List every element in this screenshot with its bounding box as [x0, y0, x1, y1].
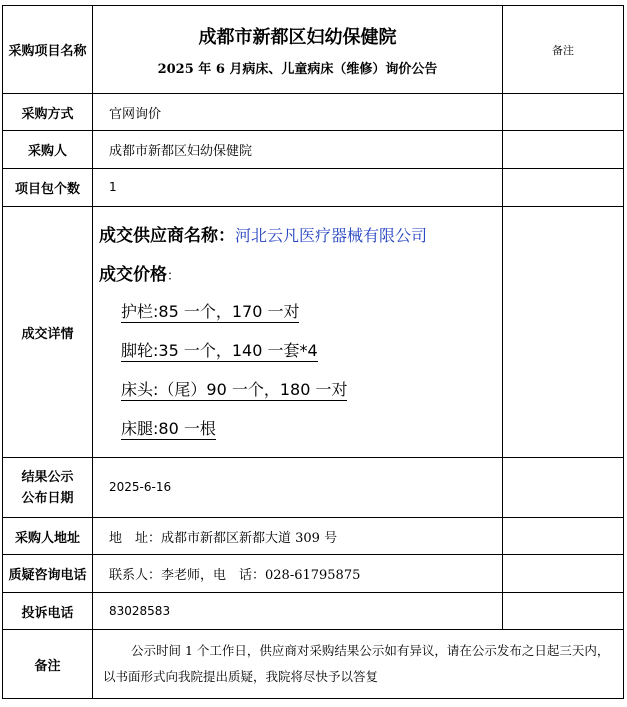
- package-count-row: [3, 169, 624, 207]
- remarks-row: [3, 630, 624, 699]
- title-row: [3, 6, 624, 94]
- price-colon: ：: [167, 269, 181, 284]
- inquiry-phone-label: 质疑咨询电话: [3, 555, 93, 593]
- address-row: [3, 518, 624, 555]
- purchaser-remarks-cell: [503, 131, 624, 169]
- price-item-text: 床腿:80 一根: [121, 419, 216, 438]
- purchaser-row: [3, 131, 624, 169]
- project-name-label: 采购项目名称: [3, 6, 93, 94]
- price-item: [121, 338, 502, 361]
- price-item: [121, 377, 502, 400]
- details-row: [3, 207, 624, 458]
- project-title-cell: [93, 6, 503, 94]
- package-count-number: 1: [109, 180, 117, 194]
- package-count-value: [93, 169, 503, 207]
- result-date-row: [3, 458, 624, 518]
- inquiry-phone-value: 联系人：李老师，电 话：028-61795875: [93, 555, 503, 593]
- complaint-phone-number: 83028583: [109, 603, 171, 618]
- package-count-label: 项目包个数: [3, 169, 93, 207]
- result-date-label-line1: 结果公示: [21, 469, 74, 485]
- price-item-text: 脚轮:35 一个，140 一套*4: [121, 341, 318, 360]
- result-date-text: 2025-6-16: [109, 480, 172, 494]
- price-heading: [99, 260, 502, 285]
- details-remarks-cell: [503, 207, 624, 458]
- complaint-phone-value: [93, 593, 503, 630]
- price-item: [121, 299, 502, 322]
- inquiry-phone-remarks-cell: [503, 555, 624, 593]
- remarks-content: [93, 630, 624, 699]
- price-label: 成交价格: [99, 265, 167, 285]
- method-value: 官网询价: [93, 94, 503, 131]
- details-content: [93, 207, 503, 458]
- result-date-label-line2: 公布日期: [21, 490, 74, 506]
- price-item: [121, 416, 502, 439]
- page-title: 成都市新都区妇幼保健院: [198, 26, 397, 48]
- procurement-announcement-table: [2, 5, 624, 699]
- price-item-text: 护栏:85 一个，170 一对: [121, 302, 300, 321]
- inquiry-phone-row: [3, 555, 624, 593]
- package-count-remarks-cell: [503, 169, 624, 207]
- result-date-value: [93, 458, 503, 518]
- price-item-text: 床头:（尾）90 一个，180 一对: [121, 380, 348, 399]
- supplier-label: 成交供应商名称：: [99, 226, 235, 246]
- page-subtitle: 2025 年 6 月病床、儿童病床（维修）询价公告: [157, 61, 438, 77]
- supplier-name: 河北云凡医疗器械有限公司: [235, 226, 428, 245]
- method-row: [3, 94, 624, 131]
- result-date-label: [3, 458, 93, 518]
- complaint-phone-row: [3, 593, 624, 630]
- supplier-line: [99, 221, 502, 246]
- purchaser-value: 成都市新都区妇幼保健院: [93, 131, 503, 169]
- address-value: 地 址：成都市新都区新都大道 309 号: [93, 518, 503, 555]
- address-remarks-cell: [503, 518, 624, 555]
- method-label: 采购方式: [3, 94, 93, 131]
- result-date-remarks-cell: [503, 458, 624, 518]
- complaint-phone-remarks-cell: [503, 593, 624, 630]
- remarks-column-header: 备注: [503, 6, 624, 94]
- complaint-phone-label: 投诉电话: [3, 593, 93, 630]
- method-remarks-cell: [503, 94, 624, 131]
- remarks-label: 备注: [3, 630, 93, 699]
- address-label: 采购人地址: [3, 518, 93, 555]
- purchaser-label: 采购人: [3, 131, 93, 169]
- details-label: 成交详情: [3, 207, 93, 458]
- remarks-text: 公示时间 1 个工作日，供应商对采购结果公示如有异议，请在公示发布之日起三天内，以书面形式向我院提出质疑，我院将尽快予以答复: [103, 643, 610, 684]
